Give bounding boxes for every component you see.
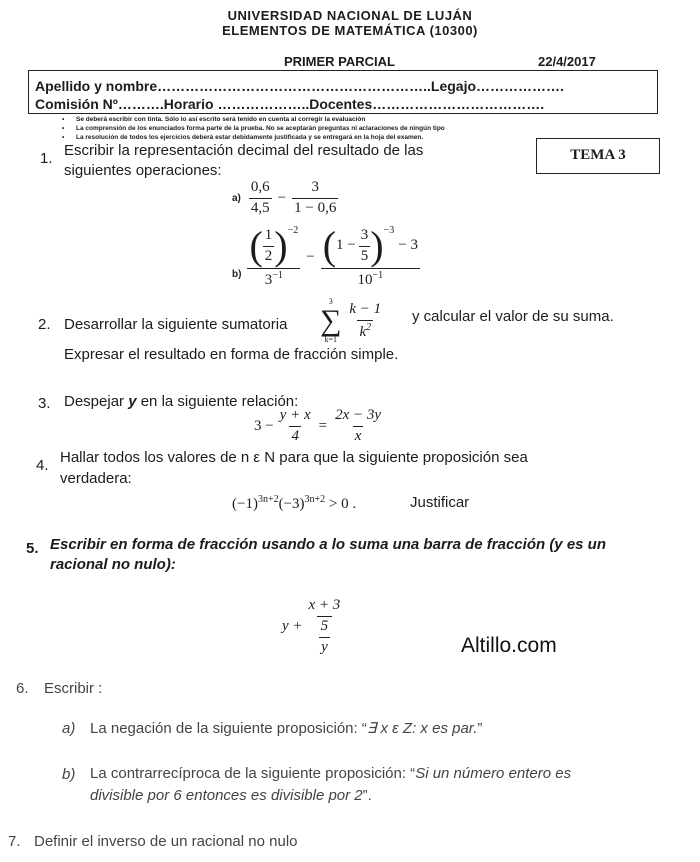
tema-label: TEMA 3	[570, 147, 626, 163]
q6b-text-line2: divisible por 6 entonces es divisible por 2”.	[90, 787, 372, 804]
exam-date: 22/4/2017	[538, 54, 596, 69]
q4-justify: Justificar	[410, 494, 470, 511]
q1b-fraction-2: ( 1 − $\frac{3}{5}$ ) $^{-3}$ − 3 $10^{-1}$	[322, 223, 418, 288]
note-item: • La resolución de todos los ejercicios deberá estar debidamente justificada y se entregará en la hoja del examen.	[62, 134, 424, 141]
watermark-altillo: Altillo.com	[461, 634, 557, 657]
student-name-line: Apellido y nombre…………………………………………………..Legajo……………….	[35, 78, 564, 94]
q2-text-line2: y calcular el valor de su suma.	[412, 308, 614, 325]
q3-number: 3.	[38, 395, 51, 412]
q1a-label: a)	[232, 192, 241, 204]
q4-text-line2: verdadera:	[60, 470, 132, 487]
q1b-fraction-1: ( $\frac{1}{2}$ ) $^{-2}$ $3^{-1}$	[249, 223, 299, 288]
q4-expression: $(-1)^{3n+2}(-3)^{3n+2} > 0$ .	[232, 494, 357, 512]
course-title: ELEMENTOS DE MATEMÁTICA (10300)	[222, 23, 478, 38]
q1-text-line2: siguientes operaciones:	[64, 162, 222, 179]
sigma-icon: ∑	[320, 304, 342, 337]
q1b-expression: b) ( $\frac{1}{2}$ ) $^{-2}$ $3^{-1}$ − ( 1 − $\frac{3}{5}$ ) $^{-3}$ − 3 $10^{-1}$	[232, 223, 418, 288]
q1a-expression: a) $\frac{0,6}{4,5}$ − $\frac{3}{1 - 0,6}$	[232, 179, 337, 216]
q1a-fraction-1: $\frac{0,6}{4,5}$	[250, 179, 270, 216]
q6a-text: La negación de la siguiente proposición: “∃ x ε Z: x es par.”	[90, 720, 483, 737]
q6b-label: b)	[62, 766, 76, 783]
q1a-fraction-2: $\frac{3}{1 - 0,6}$	[294, 179, 337, 216]
q5-number: 5.	[26, 540, 39, 557]
university-title: UNIVERSIDAD NACIONAL DE LUJÁN	[227, 8, 473, 23]
q3-text: Despejar y en la siguiente relación:	[64, 393, 299, 410]
q6a-label: a)	[62, 720, 76, 737]
q4-text-line1: Hallar todos los valores de n ε N para que la siguiente proposición sea	[60, 449, 528, 466]
q2-number: 2.	[38, 316, 51, 333]
exam-title: PRIMER PARCIAL	[284, 54, 395, 69]
q7-text: Definir el inverso de un racional no nulo	[34, 833, 298, 850]
exam-notes	[62, 115, 445, 142]
student-commission-line: Comisión Nº……….Horario ………………..Docentes……………………………….	[35, 96, 545, 112]
q4-number: 4.	[36, 457, 49, 474]
q2-text-line1: Desarrollar la siguiente sumatoria	[64, 316, 288, 333]
q1b-label: b)	[232, 268, 242, 280]
tema-box	[536, 138, 660, 174]
q5-text-line2: racional no nulo):	[50, 556, 176, 573]
q7-number: 7.	[8, 833, 21, 850]
q5-expression: y + $\frac{x + 3}{\frac{5}{y}}$	[282, 597, 341, 655]
q2-text-line3: Expresar el resultado en forma de fracción simple.	[64, 346, 399, 363]
note-item: • La comprensión de los enunciados forma parte de la prueba. No se aceptarán preguntas ni aclaraciones de ningún tipo	[62, 125, 445, 132]
q3-equation: 3 − $\frac{y + x}{4}$ = $\frac{2x - 3y}{x}$	[254, 407, 382, 444]
q6-text: Escribir :	[44, 680, 103, 697]
q1-number: 1.	[40, 150, 53, 167]
q2-summation: 3 ∑ k=1 $\frac{k - 1}{k^2}$	[320, 297, 382, 344]
q6-number: 6.	[16, 680, 29, 697]
q6b-text-line1: La contrarrecíproca de la siguiente proposición: “Si un número entero es	[90, 765, 572, 782]
q5-text-line1: Escribir en forma de fracción usando a lo suma una barra de fracción (y es un	[50, 536, 606, 553]
q1-text-line1: Escribir la representación decimal del resultado de las	[64, 142, 424, 159]
note-item: • Se deberá escribir con tinta. Sólo lo así escrito será tenido en cuenta al corregir la evaluación	[62, 116, 366, 123]
student-info-box	[28, 70, 658, 114]
